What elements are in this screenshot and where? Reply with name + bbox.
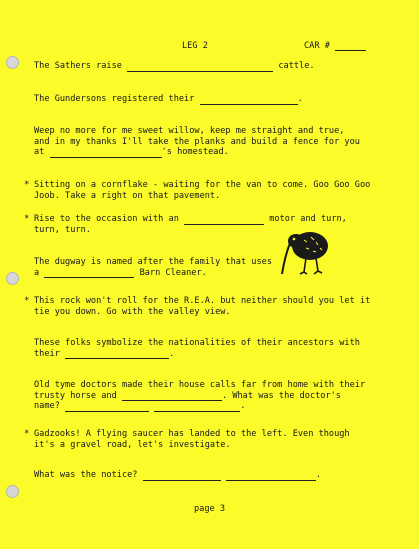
punch-hole	[6, 56, 19, 69]
question-text: motor and turn,	[269, 214, 347, 224]
answer-blank[interactable]	[200, 95, 298, 105]
answer-blank[interactable]	[226, 471, 316, 481]
question-text: Gadzooks! A flying saucer has landed to the left. Even though	[34, 429, 350, 439]
question-text: and in my thanks I'll take the planks and build a fence for you	[34, 136, 360, 147]
bullet-star: *	[24, 296, 30, 306]
answer-blank[interactable]	[65, 402, 149, 412]
question-gundersons	[34, 94, 391, 105]
question-text: tie you down. Go with the valley view.	[34, 306, 231, 317]
question-text: The Sathers raise	[34, 61, 122, 71]
question-willow	[34, 126, 391, 158]
question-text: a	[34, 267, 40, 278]
question-rise	[34, 214, 391, 235]
answer-blank[interactable]	[143, 471, 221, 481]
question-text: Rise to the occasion with an	[34, 214, 179, 224]
answer-blank[interactable]	[44, 268, 134, 278]
answer-blank[interactable]	[50, 148, 162, 158]
answer-blank[interactable]	[154, 402, 240, 412]
question-text: it's a gravel road, let's investigate.	[34, 439, 231, 450]
car-number-blank[interactable]	[335, 41, 366, 51]
kiwi-bird-icon	[276, 228, 334, 284]
question-text: The dugway is named after the family that uses	[34, 257, 272, 267]
question-text: their	[34, 348, 60, 359]
question-doctor	[34, 380, 391, 412]
bullet-star: *	[24, 214, 30, 224]
question-dugway	[34, 257, 391, 278]
question-text: cattle.	[278, 61, 315, 71]
question-nationalities	[34, 338, 391, 359]
answer-blank[interactable]	[184, 215, 264, 225]
question-text: turn, turn.	[34, 224, 91, 235]
bullet-star: *	[24, 180, 30, 190]
answer-blank[interactable]	[65, 349, 169, 359]
punch-hole	[6, 485, 19, 498]
question-notice	[34, 470, 391, 481]
question-cornflake	[34, 180, 391, 201]
question-text: Barn Cleaner.	[139, 267, 207, 278]
leg-label: LEG 2	[182, 41, 208, 51]
question-text: .	[240, 401, 246, 411]
question-text: These folks symbolize the nationalities of their ancestors with	[34, 338, 360, 348]
question-text: Sitting on a cornflake - waiting for the van to come. Goo Goo Goo	[34, 180, 371, 190]
question-text: 's homestead.	[161, 147, 229, 157]
question-rock	[34, 296, 391, 317]
question-text: What was the notice?	[34, 470, 138, 480]
question-text: .	[315, 470, 322, 480]
punch-hole	[6, 272, 19, 285]
question-text: . What was the doctor's	[221, 390, 341, 401]
question-text: .	[169, 348, 175, 359]
bullet-star: *	[24, 429, 30, 439]
question-text: The Gundersons registered their	[34, 94, 195, 104]
question-text: This rock won't roll for the R.E.A. but neither should you let it	[34, 296, 371, 306]
question-text: trusty horse and	[34, 390, 117, 401]
question-text: Old tyme doctors made their house calls far from home with their	[34, 380, 366, 390]
car-number	[304, 41, 366, 51]
question-text: name?	[34, 401, 60, 411]
car-label: CAR #	[304, 41, 330, 51]
answer-blank[interactable]	[122, 391, 222, 401]
question-text: at	[34, 147, 45, 157]
question-saucer	[34, 429, 391, 450]
question-text: Joob. Take a right on that pavement.	[34, 190, 221, 201]
answer-blank[interactable]	[127, 62, 273, 72]
page-number: page 3	[193, 504, 226, 514]
question-sathers	[34, 61, 391, 72]
question-text: .	[297, 94, 303, 104]
question-text: Weep no more for me sweet willow, keep me straight and true,	[34, 126, 345, 136]
